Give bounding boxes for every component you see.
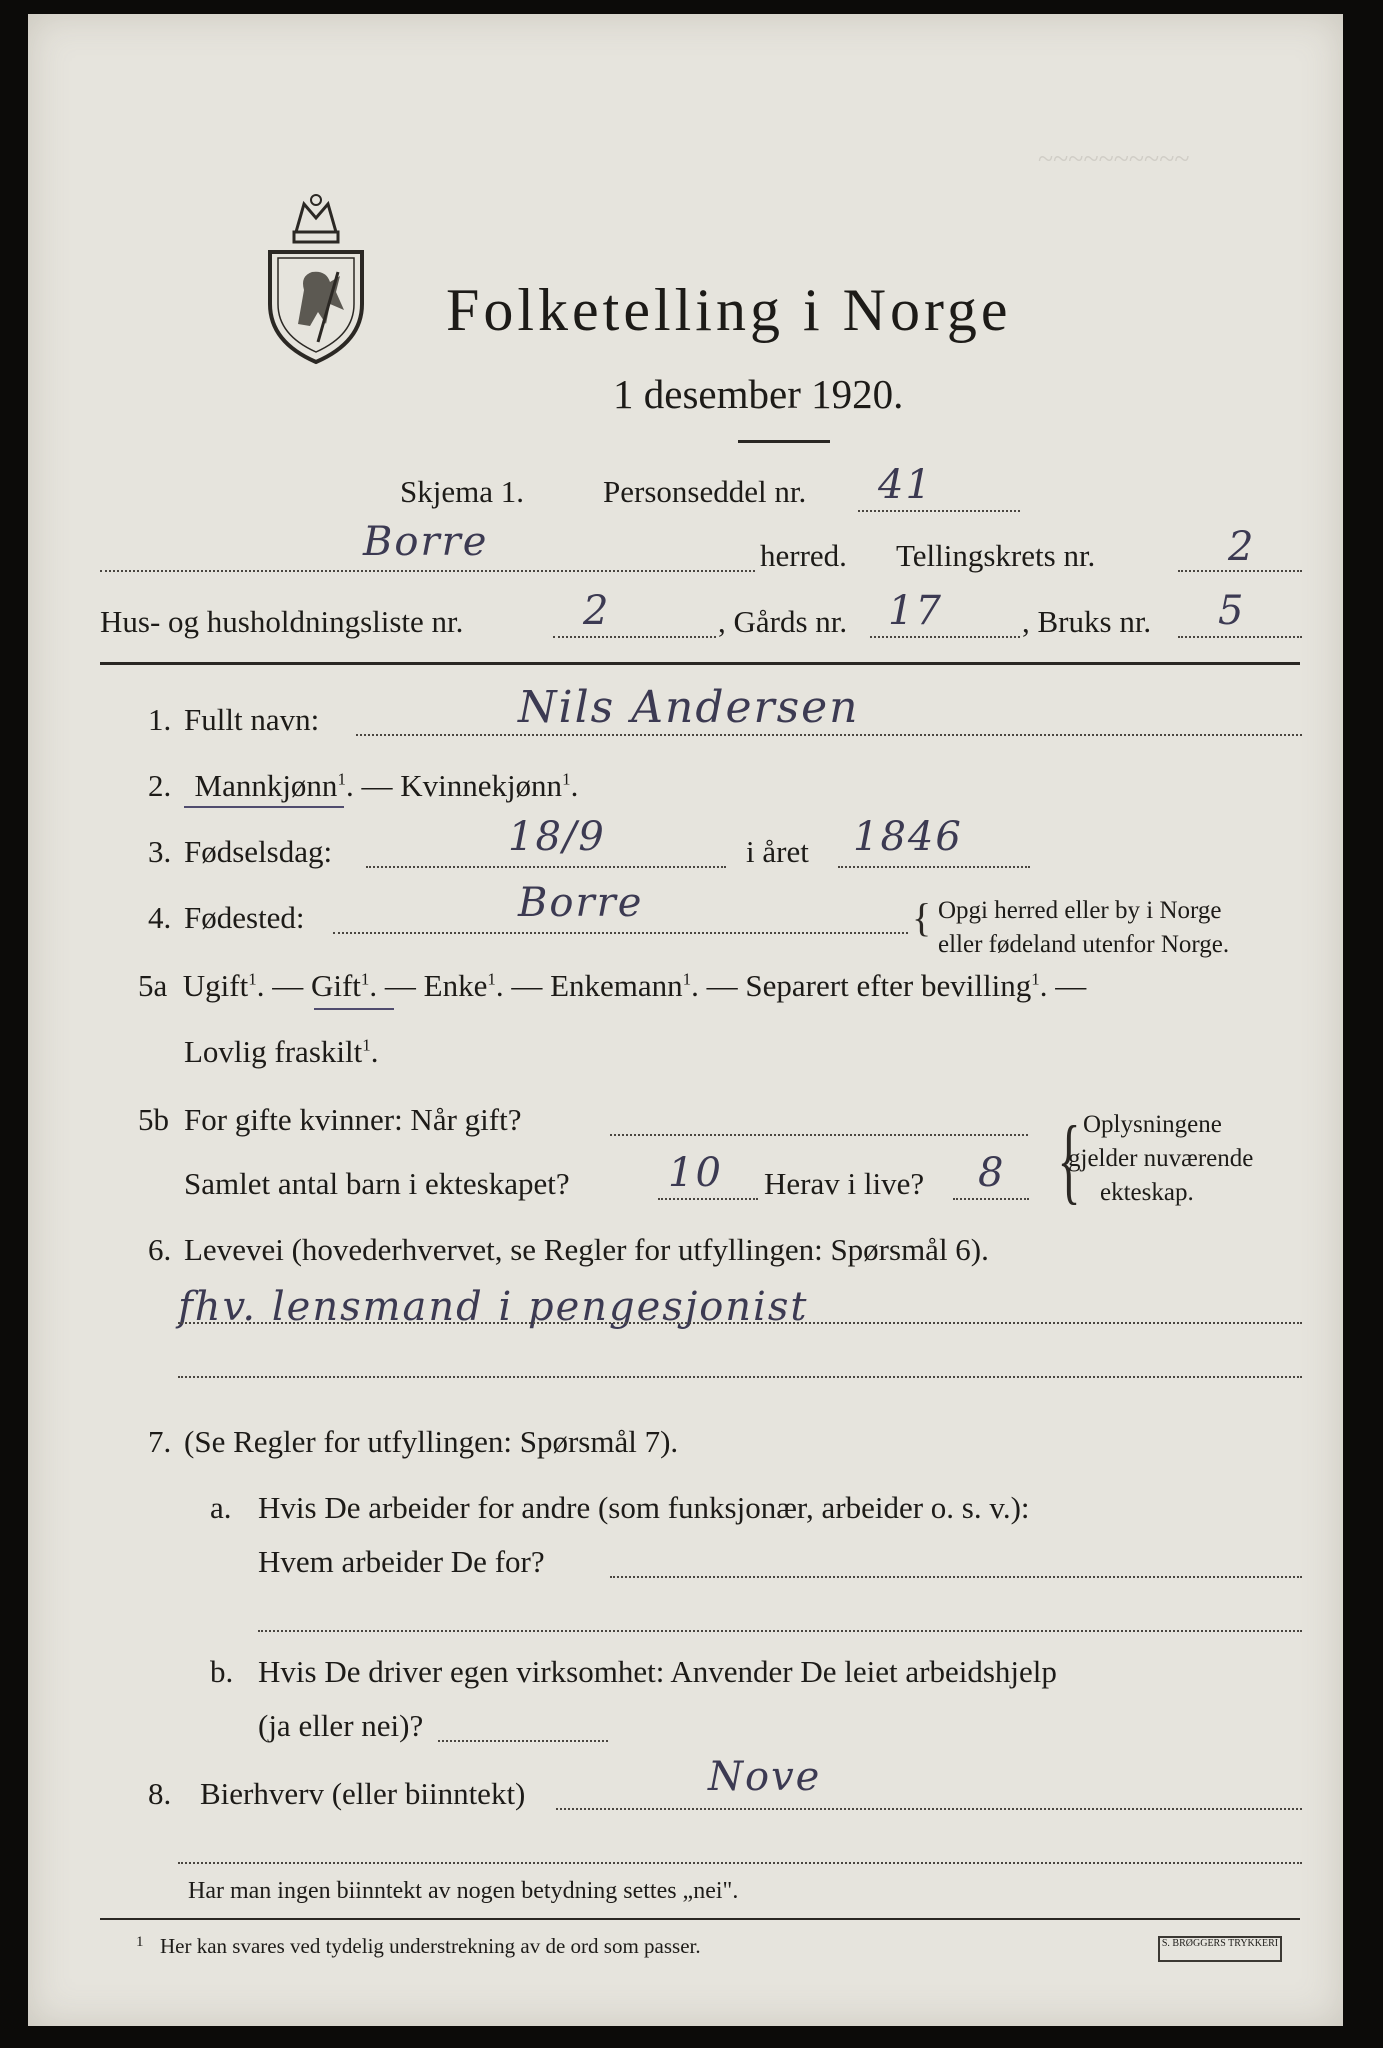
q3-year-value[interactable]: 1846 [853,814,963,860]
q5a-gift-option[interactable]: Gift [310,968,361,1003]
q7-number: 7. [148,1424,172,1459]
q6-field-line-2 [178,1376,1302,1378]
q7-label: (Se Regler for utfyllingen: Spørsmål 7). [184,1424,679,1459]
q5a-number: 5a [138,968,168,1003]
census-form-page [28,14,1343,2026]
q8-number: 8. [148,1776,172,1811]
tellingskrets-label: Tellingskrets nr. [896,538,1096,573]
q5a-marital-row: 5a Ugift$^1$. — Gift$^1$. — Enke$^1$. — Enkemann$^1$. — Separert efter bevilling$^1$. — [138,968,1087,1003]
q6-label: Levevei (hovederhvervet, se Regler for utfyllingen: Spørsmål 6). [184,1232,989,1267]
q2-female-option[interactable]: Kvinnekjønn [400,768,563,803]
printer-stamp: S. BRØGGERS TRYKKERI [1158,1936,1282,1962]
q1-field-line [356,734,1302,736]
form-title: Folketelling i Norge [446,277,1012,343]
q8-label: Bierhverv (eller biinntekt) [200,1776,526,1811]
q7a-field-line-1[interactable] [610,1576,1302,1578]
q4-note-line-1: Opgi herred eller by i Norge [938,897,1222,924]
q5b-note-line-2: gjelder nuværende [1068,1145,1254,1172]
q5a-fraskilt-row: Lovlig fraskilt$^1$. [184,1034,379,1069]
q8-side-income-value[interactable]: Nove [708,1754,822,1800]
bleed-through-text: ~~~~~~~~~~ [1038,144,1190,175]
q7b-text: Hvis De driver egen virksomhet: Anvender De leiet arbeidshjelp [258,1654,1057,1689]
q7b-letter: b. [210,1654,234,1689]
q1-number: 1. [148,702,172,737]
footnote-text: Her kan svares ved tydelig understrekning av de ord som passer. [160,1934,701,1958]
q3-label: Fødselsdag: [184,834,333,869]
q7a-label: Hvem arbeider De for? [258,1544,545,1579]
q6-occupation-value[interactable]: fhv. lensmand i pengesjonist [178,1284,809,1330]
q3-year-field-line [838,866,1030,868]
q7a-text: Hvis De arbeider for andre (som funksjonær, arbeider o. s. v.): [258,1490,1030,1525]
gards-label: , Gårds nr. [718,604,848,639]
header-separator [100,662,1300,665]
personseddel-value[interactable]: 41 [878,462,933,508]
q7a-field-line-2[interactable] [258,1630,1302,1632]
footnote-mark: 1 [136,1934,144,1950]
q5b-barn-value[interactable]: 10 [668,1150,723,1196]
census-date: 1 desember 1920. [613,371,904,417]
q7b-field-line[interactable] [438,1740,608,1742]
herred-value[interactable]: Borre [363,519,489,565]
bruks-field-line [1178,636,1302,638]
q5a-enke-option[interactable]: Enke [423,968,488,1003]
q4-note-line-2: eller fødeland utenfor Norge. [938,931,1230,958]
tellingskrets-field-line [1178,570,1302,572]
q1-label: Fullt navn: [184,702,320,737]
herred-label: herred. [760,538,847,573]
title-divider [738,440,830,443]
q2-number: 2. [148,768,172,803]
bruks-value[interactable]: 5 [1218,588,1246,634]
q6-field-line-1 [178,1322,1302,1324]
q4-field-line [333,932,908,934]
q2-gender-row: 2. Mannkjønn$^1$. — Kvinnekjønn$^1$. [148,768,579,803]
q1-full-name-value[interactable]: Nils Andersen [518,682,860,733]
q5b-label: For gifte kvinner: Når gift? [184,1102,522,1137]
tellingskrets-value[interactable]: 2 [1228,524,1256,570]
q5b-barn-label: Samlet antal barn i ekteskapet? [184,1166,570,1201]
q5a-separert-option[interactable]: Separert efter bevilling [745,968,1032,1003]
q5b-married-field-line [610,1134,1028,1136]
q5b-live-field-line [953,1198,1029,1200]
personseddel-label: Personseddel nr. [603,474,807,509]
q5b-note-line-3: ekteskap. [1100,1179,1194,1206]
q7b-label: (ja eller nei)? [258,1708,424,1743]
bruks-label: , Bruks nr. [1022,604,1152,639]
q8-field-line-1 [556,1808,1302,1810]
q3-field-line [366,866,726,868]
skjema-label: Skjema 1. [400,474,524,509]
herred-field-line [100,570,755,572]
husholdning-label: Hus- og husholdningsliste nr. [100,604,464,639]
q5b-number: 5b [138,1102,169,1137]
footer-note: Har man ingen biinntekt av nogen betydning settes „nei". [188,1878,739,1904]
q3-birthday-value[interactable]: 18/9 [508,814,606,860]
q7a-letter: a. [210,1490,232,1525]
q5a-ugift-option[interactable]: Ugift [182,968,249,1003]
q5b-live-label: Herav i live? [764,1166,925,1201]
q2-male-option[interactable]: Mannkjønn [194,768,338,803]
footer-separator [100,1918,1300,1920]
gards-value[interactable]: 17 [888,588,943,634]
norwegian-lion-crest-icon [256,192,376,367]
q2-male-underline [184,806,344,808]
q5a-gift-underline [314,1008,394,1010]
q4-note-brace: { [912,895,932,940]
personseddel-field-line [858,510,1020,512]
q5b-live-value[interactable]: 8 [978,1150,1006,1196]
husholdning-value[interactable]: 2 [583,588,611,634]
q5b-note-line-1: Oplysningene [1083,1111,1222,1138]
q6-number: 6. [148,1232,172,1267]
q8-field-line-2 [178,1862,1302,1864]
q3-year-label: i året [746,834,809,869]
q4-label: Fødested: [184,900,305,935]
q4-number: 4. [148,900,172,935]
husholdning-field-line [553,636,716,638]
q5a-fraskilt-option[interactable]: Lovlig fraskilt [184,1034,363,1069]
q3-number: 3. [148,834,172,869]
q5b-note-brace: { [1057,1106,1081,1213]
q4-birthplace-value[interactable]: Borre [518,880,644,926]
gards-field-line [870,636,1020,638]
q5b-barn-field-line [658,1198,758,1200]
q5a-enkemann-option[interactable]: Enkemann [550,968,683,1003]
